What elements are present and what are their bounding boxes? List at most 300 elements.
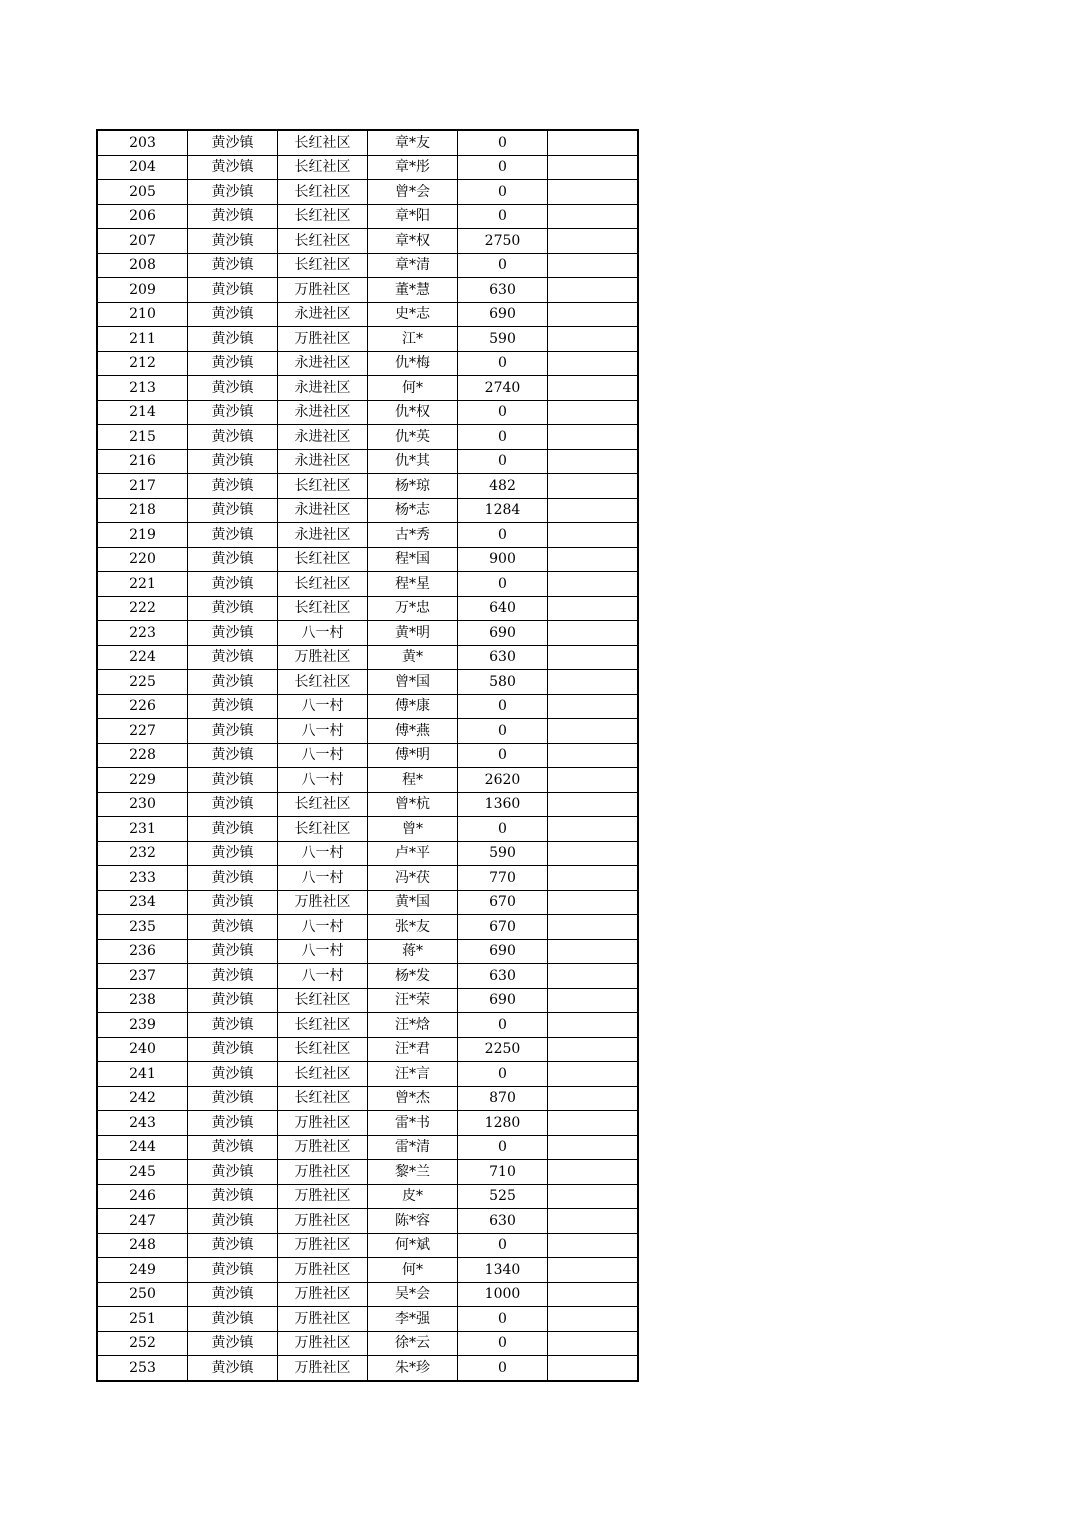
amount-cell: 690 — [458, 939, 548, 964]
community-cell: 长红社区 — [278, 474, 368, 499]
table-row — [97, 1013, 638, 1038]
name-cell: 仇*其 — [368, 449, 458, 474]
remark-cell — [548, 253, 639, 278]
row-number-cell: 208 — [97, 253, 188, 278]
name-cell: 黄* — [368, 645, 458, 670]
community-cell: 万胜社区 — [278, 1331, 368, 1356]
name-cell: 何* — [368, 1258, 458, 1283]
amount-cell: 0 — [458, 1062, 548, 1087]
community-cell: 万胜社区 — [278, 1282, 368, 1307]
row-number-cell: 209 — [97, 278, 188, 303]
town-cell: 黄沙镇 — [188, 351, 278, 376]
amount-cell: 0 — [458, 1356, 548, 1381]
community-cell: 永进社区 — [278, 498, 368, 523]
remark-cell — [548, 743, 639, 768]
table-row — [97, 792, 638, 817]
remark-cell — [548, 204, 639, 229]
community-cell: 万胜社区 — [278, 1184, 368, 1209]
name-cell: 曾*杭 — [368, 792, 458, 817]
table-row — [97, 743, 638, 768]
community-cell: 长红社区 — [278, 180, 368, 205]
name-cell: 古*秀 — [368, 523, 458, 548]
remark-cell — [548, 866, 639, 891]
row-number-cell: 220 — [97, 547, 188, 572]
town-cell: 黄沙镇 — [188, 547, 278, 572]
row-number-cell: 251 — [97, 1307, 188, 1332]
community-cell: 长红社区 — [278, 988, 368, 1013]
table-row — [97, 155, 638, 180]
row-number-cell: 240 — [97, 1037, 188, 1062]
name-cell: 曾*国 — [368, 670, 458, 695]
remark-cell — [548, 572, 639, 597]
community-cell: 长红社区 — [278, 572, 368, 597]
community-cell: 万胜社区 — [278, 278, 368, 303]
row-number-cell: 243 — [97, 1111, 188, 1136]
amount-cell: 482 — [458, 474, 548, 499]
table-row — [97, 302, 638, 327]
amount-cell: 0 — [458, 1307, 548, 1332]
table-row — [97, 890, 638, 915]
community-cell: 八一村 — [278, 964, 368, 989]
remark-cell — [548, 670, 639, 695]
name-cell: 雷*清 — [368, 1135, 458, 1160]
remark-cell — [548, 547, 639, 572]
community-cell: 长红社区 — [278, 670, 368, 695]
name-cell: 黄*国 — [368, 890, 458, 915]
town-cell: 黄沙镇 — [188, 327, 278, 352]
name-cell: 朱*珍 — [368, 1356, 458, 1381]
amount-cell: 0 — [458, 253, 548, 278]
remark-cell — [548, 621, 639, 646]
row-number-cell: 229 — [97, 768, 188, 793]
amount-cell: 870 — [458, 1086, 548, 1111]
remark-cell — [548, 180, 639, 205]
name-cell: 仇*权 — [368, 400, 458, 425]
table-row — [97, 866, 638, 891]
name-cell: 程* — [368, 768, 458, 793]
row-number-cell: 234 — [97, 890, 188, 915]
town-cell: 黄沙镇 — [188, 621, 278, 646]
name-cell: 汪*荣 — [368, 988, 458, 1013]
table-row — [97, 572, 638, 597]
amount-cell: 770 — [458, 866, 548, 891]
community-cell: 八一村 — [278, 768, 368, 793]
table-row — [97, 1086, 638, 1111]
town-cell: 黄沙镇 — [188, 253, 278, 278]
table-row — [97, 1258, 638, 1283]
amount-cell: 710 — [458, 1160, 548, 1185]
row-number-cell: 252 — [97, 1331, 188, 1356]
remark-cell — [548, 400, 639, 425]
row-number-cell: 227 — [97, 719, 188, 744]
amount-cell: 690 — [458, 302, 548, 327]
table-row — [97, 180, 638, 205]
name-cell: 程*星 — [368, 572, 458, 597]
town-cell: 黄沙镇 — [188, 376, 278, 401]
amount-cell: 0 — [458, 155, 548, 180]
row-number-cell: 248 — [97, 1233, 188, 1258]
table-row — [97, 964, 638, 989]
table-row — [97, 449, 638, 474]
remark-cell — [548, 964, 639, 989]
name-cell: 曾*杰 — [368, 1086, 458, 1111]
remark-cell — [548, 376, 639, 401]
community-cell: 永进社区 — [278, 523, 368, 548]
remark-cell — [548, 694, 639, 719]
town-cell: 黄沙镇 — [188, 1209, 278, 1234]
community-cell: 长红社区 — [278, 596, 368, 621]
remark-cell — [548, 1111, 639, 1136]
remark-cell — [548, 351, 639, 376]
row-number-cell: 203 — [97, 130, 188, 155]
community-cell: 万胜社区 — [278, 645, 368, 670]
amount-cell: 590 — [458, 841, 548, 866]
town-cell: 黄沙镇 — [188, 1233, 278, 1258]
table-row — [97, 1062, 638, 1087]
remark-cell — [548, 719, 639, 744]
community-cell: 长红社区 — [278, 229, 368, 254]
community-cell: 长红社区 — [278, 1013, 368, 1038]
row-number-cell: 241 — [97, 1062, 188, 1087]
row-number-cell: 225 — [97, 670, 188, 695]
amount-cell: 1000 — [458, 1282, 548, 1307]
name-cell: 仇*英 — [368, 425, 458, 450]
town-cell: 黄沙镇 — [188, 1258, 278, 1283]
community-cell: 万胜社区 — [278, 1160, 368, 1185]
name-cell: 杨*志 — [368, 498, 458, 523]
community-cell: 长红社区 — [278, 817, 368, 842]
name-cell: 章*彤 — [368, 155, 458, 180]
name-cell: 杨*琼 — [368, 474, 458, 499]
town-cell: 黄沙镇 — [188, 1013, 278, 1038]
community-cell: 八一村 — [278, 719, 368, 744]
row-number-cell: 215 — [97, 425, 188, 450]
community-cell: 万胜社区 — [278, 1209, 368, 1234]
amount-cell: 670 — [458, 890, 548, 915]
town-cell: 黄沙镇 — [188, 890, 278, 915]
remark-cell — [548, 915, 639, 940]
community-cell: 永进社区 — [278, 400, 368, 425]
community-cell: 万胜社区 — [278, 1111, 368, 1136]
name-cell: 吴*会 — [368, 1282, 458, 1307]
town-cell: 黄沙镇 — [188, 817, 278, 842]
remark-cell — [548, 1135, 639, 1160]
row-number-cell: 223 — [97, 621, 188, 646]
table-row — [97, 596, 638, 621]
table-row — [97, 621, 638, 646]
community-cell: 长红社区 — [278, 1037, 368, 1062]
amount-cell: 0 — [458, 1135, 548, 1160]
row-number-cell: 204 — [97, 155, 188, 180]
town-cell: 黄沙镇 — [188, 1331, 278, 1356]
table-row — [97, 1209, 638, 1234]
name-cell: 何*斌 — [368, 1233, 458, 1258]
amount-cell: 0 — [458, 1331, 548, 1356]
town-cell: 黄沙镇 — [188, 278, 278, 303]
row-number-cell: 236 — [97, 939, 188, 964]
name-cell: 徐*云 — [368, 1331, 458, 1356]
town-cell: 黄沙镇 — [188, 1037, 278, 1062]
amount-cell: 0 — [458, 1013, 548, 1038]
table-row — [97, 915, 638, 940]
remark-cell — [548, 302, 639, 327]
table-row — [97, 1307, 638, 1332]
amount-cell: 900 — [458, 547, 548, 572]
row-number-cell: 228 — [97, 743, 188, 768]
table-row — [97, 474, 638, 499]
community-cell: 万胜社区 — [278, 890, 368, 915]
town-cell: 黄沙镇 — [188, 229, 278, 254]
community-cell: 八一村 — [278, 694, 368, 719]
remark-cell — [548, 645, 639, 670]
table-row — [97, 1037, 638, 1062]
remark-cell — [548, 1307, 639, 1332]
remark-cell — [548, 278, 639, 303]
remark-cell — [548, 890, 639, 915]
name-cell: 汪*焓 — [368, 1013, 458, 1038]
row-number-cell: 249 — [97, 1258, 188, 1283]
table-row — [97, 376, 638, 401]
name-cell: 卢*平 — [368, 841, 458, 866]
table-row — [97, 1331, 638, 1356]
amount-cell: 0 — [458, 817, 548, 842]
community-cell: 万胜社区 — [278, 1307, 368, 1332]
remark-cell — [548, 523, 639, 548]
remark-cell — [548, 474, 639, 499]
community-cell: 八一村 — [278, 866, 368, 891]
row-number-cell: 217 — [97, 474, 188, 499]
town-cell: 黄沙镇 — [188, 523, 278, 548]
town-cell: 黄沙镇 — [188, 1356, 278, 1381]
community-cell: 八一村 — [278, 841, 368, 866]
row-number-cell: 237 — [97, 964, 188, 989]
amount-cell: 0 — [458, 204, 548, 229]
amount-cell: 1280 — [458, 1111, 548, 1136]
data-table — [96, 129, 639, 1382]
table-row — [97, 204, 638, 229]
table-row — [97, 719, 638, 744]
name-cell: 陈*容 — [368, 1209, 458, 1234]
row-number-cell: 235 — [97, 915, 188, 940]
remark-cell — [548, 939, 639, 964]
row-number-cell: 207 — [97, 229, 188, 254]
table-row — [97, 1160, 638, 1185]
community-cell: 永进社区 — [278, 302, 368, 327]
town-cell: 黄沙镇 — [188, 572, 278, 597]
town-cell: 黄沙镇 — [188, 1111, 278, 1136]
town-cell: 黄沙镇 — [188, 130, 278, 155]
table-row — [97, 278, 638, 303]
name-cell: 曾*会 — [368, 180, 458, 205]
town-cell: 黄沙镇 — [188, 596, 278, 621]
community-cell: 八一村 — [278, 939, 368, 964]
table-row — [97, 670, 638, 695]
amount-cell: 0 — [458, 694, 548, 719]
table-row — [97, 130, 638, 155]
town-cell: 黄沙镇 — [188, 768, 278, 793]
community-cell: 万胜社区 — [278, 1258, 368, 1283]
name-cell: 汪*言 — [368, 1062, 458, 1087]
remark-cell — [548, 1233, 639, 1258]
row-number-cell: 226 — [97, 694, 188, 719]
row-number-cell: 210 — [97, 302, 188, 327]
amount-cell: 0 — [458, 180, 548, 205]
name-cell: 雷*书 — [368, 1111, 458, 1136]
town-cell: 黄沙镇 — [188, 400, 278, 425]
community-cell: 长红社区 — [278, 1062, 368, 1087]
remark-cell — [548, 1062, 639, 1087]
community-cell: 长红社区 — [278, 204, 368, 229]
table-row — [97, 939, 638, 964]
community-cell: 万胜社区 — [278, 327, 368, 352]
town-cell: 黄沙镇 — [188, 1086, 278, 1111]
row-number-cell: 213 — [97, 376, 188, 401]
remark-cell — [548, 1013, 639, 1038]
name-cell: 傅*明 — [368, 743, 458, 768]
community-cell: 八一村 — [278, 743, 368, 768]
remark-cell — [548, 1258, 639, 1283]
table-row — [97, 1356, 638, 1381]
remark-cell — [548, 130, 639, 155]
remark-cell — [548, 327, 639, 352]
table-row — [97, 351, 638, 376]
row-number-cell: 224 — [97, 645, 188, 670]
row-number-cell: 214 — [97, 400, 188, 425]
row-number-cell: 242 — [97, 1086, 188, 1111]
community-cell: 长红社区 — [278, 130, 368, 155]
remark-cell — [548, 768, 639, 793]
table-row — [97, 768, 638, 793]
row-number-cell: 247 — [97, 1209, 188, 1234]
amount-cell: 590 — [458, 327, 548, 352]
amount-cell: 670 — [458, 915, 548, 940]
table-row — [97, 498, 638, 523]
town-cell: 黄沙镇 — [188, 1062, 278, 1087]
town-cell: 黄沙镇 — [188, 425, 278, 450]
row-number-cell: 219 — [97, 523, 188, 548]
name-cell: 傅*燕 — [368, 719, 458, 744]
remark-cell — [548, 792, 639, 817]
table-row — [97, 988, 638, 1013]
community-cell: 万胜社区 — [278, 1135, 368, 1160]
row-number-cell: 231 — [97, 817, 188, 842]
name-cell: 黄*明 — [368, 621, 458, 646]
table-row — [97, 841, 638, 866]
town-cell: 黄沙镇 — [188, 866, 278, 891]
name-cell: 汪*君 — [368, 1037, 458, 1062]
amount-cell: 630 — [458, 1209, 548, 1234]
remark-cell — [548, 596, 639, 621]
amount-cell: 1360 — [458, 792, 548, 817]
town-cell: 黄沙镇 — [188, 988, 278, 1013]
name-cell: 张*友 — [368, 915, 458, 940]
amount-cell: 1284 — [458, 498, 548, 523]
name-cell: 李*强 — [368, 1307, 458, 1332]
remark-cell — [548, 1209, 639, 1234]
town-cell: 黄沙镇 — [188, 670, 278, 695]
name-cell: 何* — [368, 376, 458, 401]
remark-cell — [548, 1282, 639, 1307]
name-cell: 傅*康 — [368, 694, 458, 719]
town-cell: 黄沙镇 — [188, 939, 278, 964]
amount-cell: 0 — [458, 351, 548, 376]
row-number-cell: 211 — [97, 327, 188, 352]
remark-cell — [548, 1086, 639, 1111]
community-cell: 长红社区 — [278, 1086, 368, 1111]
table-row — [97, 523, 638, 548]
row-number-cell: 238 — [97, 988, 188, 1013]
amount-cell: 0 — [458, 523, 548, 548]
table-row — [97, 817, 638, 842]
town-cell: 黄沙镇 — [188, 1282, 278, 1307]
amount-cell: 690 — [458, 988, 548, 1013]
amount-cell: 2740 — [458, 376, 548, 401]
community-cell: 永进社区 — [278, 376, 368, 401]
name-cell: 杨*发 — [368, 964, 458, 989]
town-cell: 黄沙镇 — [188, 645, 278, 670]
row-number-cell: 244 — [97, 1135, 188, 1160]
row-number-cell: 250 — [97, 1282, 188, 1307]
amount-cell: 0 — [458, 1233, 548, 1258]
remark-cell — [548, 1331, 639, 1356]
community-cell: 万胜社区 — [278, 1233, 368, 1258]
town-cell: 黄沙镇 — [188, 449, 278, 474]
amount-cell: 0 — [458, 400, 548, 425]
row-number-cell: 245 — [97, 1160, 188, 1185]
community-cell: 长红社区 — [278, 792, 368, 817]
amount-cell: 2250 — [458, 1037, 548, 1062]
remark-cell — [548, 449, 639, 474]
row-number-cell: 230 — [97, 792, 188, 817]
row-number-cell: 222 — [97, 596, 188, 621]
remark-cell — [548, 1184, 639, 1209]
remark-cell — [548, 229, 639, 254]
remark-cell — [548, 425, 639, 450]
name-cell: 冯*茯 — [368, 866, 458, 891]
table-row — [97, 253, 638, 278]
name-cell: 皮* — [368, 1184, 458, 1209]
row-number-cell: 218 — [97, 498, 188, 523]
town-cell: 黄沙镇 — [188, 1307, 278, 1332]
name-cell: 仇*梅 — [368, 351, 458, 376]
table-row — [97, 400, 638, 425]
remark-cell — [548, 1356, 639, 1381]
remark-cell — [548, 1160, 639, 1185]
town-cell: 黄沙镇 — [188, 302, 278, 327]
name-cell: 董*慧 — [368, 278, 458, 303]
community-cell: 长红社区 — [278, 253, 368, 278]
community-cell: 万胜社区 — [278, 1356, 368, 1381]
remark-cell — [548, 1037, 639, 1062]
remark-cell — [548, 498, 639, 523]
town-cell: 黄沙镇 — [188, 694, 278, 719]
row-number-cell: 239 — [97, 1013, 188, 1038]
table-row — [97, 547, 638, 572]
amount-cell: 630 — [458, 645, 548, 670]
name-cell: 章*阳 — [368, 204, 458, 229]
community-cell: 八一村 — [278, 915, 368, 940]
community-cell: 长红社区 — [278, 155, 368, 180]
name-cell: 章*权 — [368, 229, 458, 254]
table-row — [97, 1184, 638, 1209]
remark-cell — [548, 988, 639, 1013]
town-cell: 黄沙镇 — [188, 1135, 278, 1160]
name-cell: 蒋* — [368, 939, 458, 964]
table-row — [97, 1111, 638, 1136]
town-cell: 黄沙镇 — [188, 915, 278, 940]
row-number-cell: 246 — [97, 1184, 188, 1209]
table-body — [97, 130, 638, 1381]
